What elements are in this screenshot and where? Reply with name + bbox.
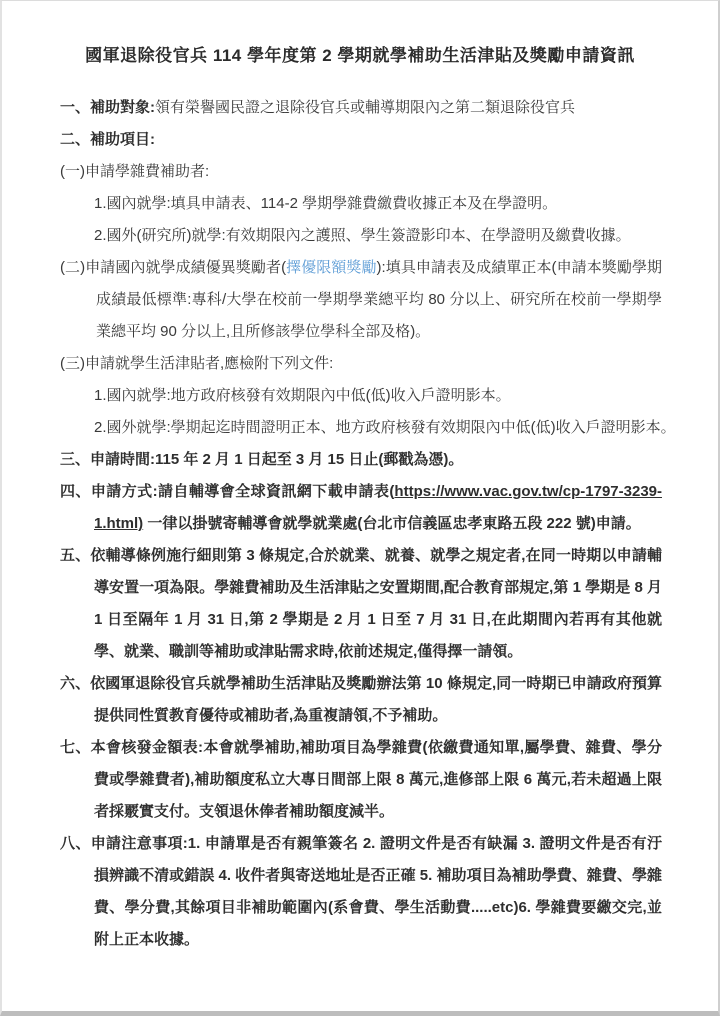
text-segment: (三)申請就學生活津貼者,應檢附下列文件: xyxy=(60,355,334,372)
doc-line xyxy=(60,668,662,732)
text-segment: 領有榮譽國民證之退除役官兵或輔導期限內之第二類退除役官兵 xyxy=(155,99,576,116)
text-segment: (二)申請國內就學成績優異獎勵者( xyxy=(60,259,287,276)
doc-line xyxy=(60,92,662,124)
text-segment: (一)申請學雜費補助者: xyxy=(60,163,210,180)
doc-line xyxy=(60,828,662,956)
text-segment: ):填具申請表及成績單正本(申請本獎勵學期成績最低標準:專科/大學在校前一學期學業總平均 80 分以上、研究所在校前一學期學業總平均 90 分以上,且所修該學位學科全部及格)。 xyxy=(96,259,662,340)
text-segment: 四、申請方式:請自輔導會全球資訊網下載申請表( xyxy=(60,483,395,500)
doc-line xyxy=(60,348,662,380)
doc-line xyxy=(60,124,662,156)
text-segment: 一律以掛號寄輔導會就學就業處(台北市信義區忠孝東路五段 222 號)申請。 xyxy=(143,515,641,532)
text-segment: 1.國內就學:地方政府核發有效期限內中低(低)收入戶證明影本。 xyxy=(94,387,511,404)
text-segment: 七、本會核發金額表:本會就學補助,補助項目為學雜費(依繳費通知單,屬學費、雜費、學分費或學雜費者),補助額度私立大專日間部上限 8 萬元,進修部上限 6 萬元,若未超過上限者採覈實支付。支領退休俸者補助額度減半。 xyxy=(60,739,662,820)
doc-line xyxy=(94,220,662,252)
doc-line xyxy=(60,732,662,828)
text-segment: 八、申請注意事項:1. 申請單是否有親筆簽名 2. 證明文件是否有缺漏 3. 證明文件是否有汙損辨識不清或錯誤 4. 收件者與寄送地址是否正確 5. 補助項目為補助學費、雜費、學雜費、學分費,其餘項目非補助範圍內(系會費、學生活動費.....etc)6. 學雜費要繳交完,並附上正本收據。 xyxy=(60,835,662,948)
highlight-blue-text: 擇優限額獎勵 xyxy=(286,259,377,276)
doc-line xyxy=(60,252,662,348)
text-segment: 五、依輔導條例施行細則第 3 條規定,合於就業、就養、就學之規定者,在同一時期以申請輔導安置一項為限。學雜費補助及生活津貼之安置期間,配合教育部規定,第 1 學期是 8 月 1 日至隔年 1 月 31 日,第 2 學期是 2 月 1 日至 7 月 31 日,在此期間內若再有其他就學、就業、職訓等補助或津貼需求時,依前述規定,僅得擇一請領。 xyxy=(60,547,662,660)
page-title: 國軍退除役官兵 114 學年度第 2 學期就學補助生活津貼及獎勵申請資訊 xyxy=(85,46,635,65)
text-segment: 三、申請時間:115 年 2 月 1 日起至 3 月 15 日止(郵戳為憑)。 xyxy=(60,451,464,468)
text-segment: 一、補助對象: xyxy=(60,99,155,116)
doc-line xyxy=(94,412,712,444)
doc-line xyxy=(60,444,662,476)
text-segment: 1.國內就學:填具申請表、114-2 學期學雜費繳費收據正本及在學證明。 xyxy=(94,195,558,212)
text-segment: 二、補助項目: xyxy=(60,131,155,148)
doc-line xyxy=(60,156,662,188)
text-segment: 2.國外(研究所)就學:有效期限內之護照、學生簽證影印本、在學證明及繳費收據。 xyxy=(94,227,631,244)
link-url-text: https://www.vac.gov.tw/cp-1797-3239-1.html) xyxy=(94,483,662,532)
doc-line xyxy=(60,476,662,540)
text-segment: 2.國外就學:學期起迄時間證明正本、地方政府核發有效期限內中低(低)收入戶證明影本。 xyxy=(94,419,676,436)
text-segment: 六、依國軍退除役官兵就學補助生活津貼及獎勵辦法第 10 條規定,同一時期已申請政府預算提供同性質教育優待或補助者,為重複請領,不予補助。 xyxy=(60,675,662,724)
document-body xyxy=(2,92,718,956)
doc-line xyxy=(94,380,662,412)
doc-line xyxy=(60,540,662,668)
doc-line xyxy=(94,188,662,220)
